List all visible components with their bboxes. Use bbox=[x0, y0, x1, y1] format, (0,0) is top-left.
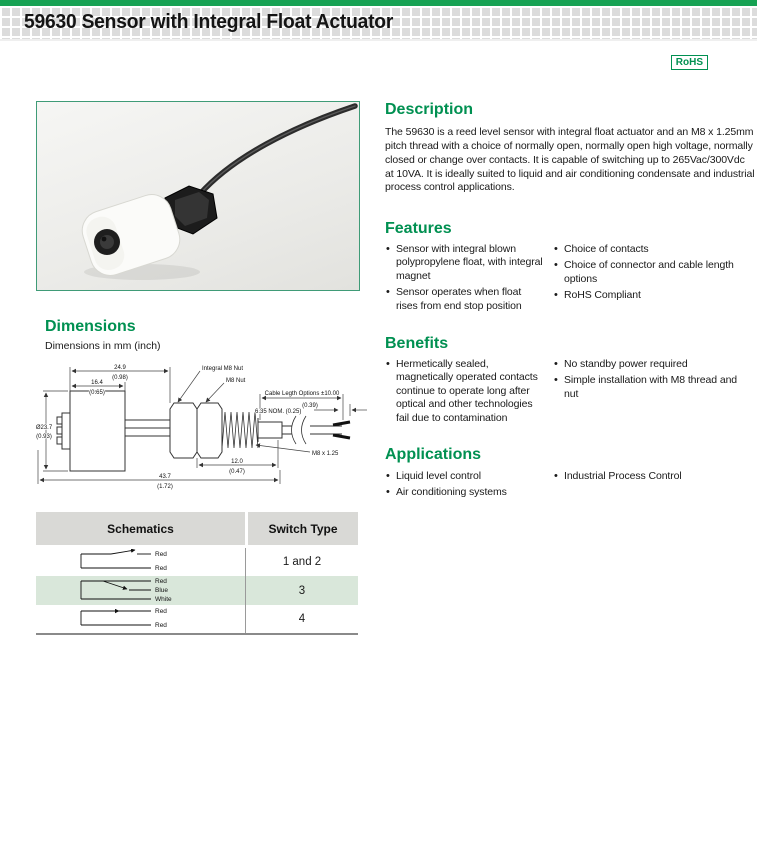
wire-label: Red bbox=[154, 622, 167, 629]
switch-type-cell: 1 and 2 bbox=[282, 556, 322, 568]
table-header-row bbox=[36, 512, 358, 545]
feature-item: • Choice of contacts bbox=[553, 243, 753, 256]
label-cable-length: Cable Legth Options ±10.00 bbox=[264, 391, 340, 397]
label-thread: M8 x 1.25 bbox=[312, 451, 339, 457]
schematic-changeover bbox=[41, 577, 241, 604]
benefit-item: • Simple installation with M8 thread and nut bbox=[553, 374, 753, 401]
applications-list bbox=[385, 470, 755, 503]
dimensions-subtitle: Dimensions in mm (inch) bbox=[45, 340, 161, 352]
dim-24-9: 24.9 bbox=[114, 365, 126, 371]
dimensions-heading: Dimensions bbox=[45, 318, 136, 335]
dim-dia-in: (0.93) bbox=[36, 434, 52, 440]
page-title: 59630 Sensor with Integral Float Actuator bbox=[24, 11, 394, 33]
feature-item: • Choice of connector and cable length options bbox=[553, 259, 753, 286]
application-item: • Liquid level control bbox=[385, 470, 543, 483]
application-item: • Industrial Process Control bbox=[553, 470, 753, 483]
wire-label: Red bbox=[154, 565, 167, 572]
title-bar bbox=[0, 6, 757, 41]
dim-12-0: 12.0 bbox=[231, 459, 243, 465]
wire-label: Blue bbox=[154, 587, 168, 594]
product-photo-image bbox=[37, 102, 359, 290]
label-m8-nut: M8 Nut bbox=[226, 378, 246, 384]
schematic-normally-open bbox=[41, 549, 241, 575]
rohs-badge: RoHS bbox=[671, 55, 708, 70]
dim-16-4: 16.4 bbox=[91, 380, 103, 386]
table-row bbox=[36, 605, 358, 633]
label-integral-m8-nut: Integral M8 Nut bbox=[202, 366, 244, 372]
dim-12-0-in: (0.47) bbox=[229, 469, 245, 475]
table-row bbox=[36, 548, 358, 576]
application-item: • Air conditioning systems bbox=[385, 486, 543, 499]
product-photo bbox=[36, 101, 360, 291]
feature-item: • Sensor operates when float rises from end stop position bbox=[385, 286, 543, 313]
feature-item: • RoHS Compliant bbox=[553, 289, 753, 302]
switch-type-cell: 3 bbox=[298, 584, 306, 597]
schematic-normally-closed bbox=[41, 606, 241, 632]
column-header-schematics: Schematics bbox=[36, 512, 245, 545]
switch-type-cell: 4 bbox=[298, 613, 306, 625]
features-list bbox=[385, 243, 755, 316]
description-heading: Description bbox=[385, 101, 474, 118]
wire-label: Red bbox=[154, 608, 167, 615]
dim-dia: Ø23.7 bbox=[35, 425, 53, 431]
wire-label: White bbox=[154, 596, 172, 603]
label-nom: 6.35 NOM. (0.25) bbox=[255, 409, 302, 415]
label-cable-length-in: (0.39) bbox=[302, 403, 318, 409]
dim-24-9-in: (0.98) bbox=[112, 375, 128, 381]
schematics-table bbox=[36, 512, 358, 635]
benefits-list bbox=[385, 358, 755, 428]
dim-16-4-in: (0.65) bbox=[89, 390, 105, 396]
dim-43-7-in: (1.72) bbox=[157, 484, 173, 490]
benefit-item: • Hermetically sealed, magnetically operated contacts continue to operate long after optical and other technologies fail due to contamination bbox=[385, 358, 543, 425]
dimension-drawing bbox=[30, 358, 375, 505]
benefit-item: • No standby power required bbox=[553, 358, 753, 371]
feature-item: • Sensor with integral blown polypropylene float, with integral magnet bbox=[385, 243, 543, 283]
dim-43-7: 43.7 bbox=[159, 474, 171, 480]
wire-label: Red bbox=[154, 551, 167, 558]
wire-label: Red bbox=[154, 578, 167, 585]
benefits-heading: Benefits bbox=[385, 335, 449, 352]
description-body: The 59630 is a reed level sensor with integral float actuator and an M8 x 1.25mm pitch thread with a choice of normally open, normally open high voltage, normally closed or change over contacts. It is capable of switching up to 265Vac/300Vdc at 10VA. It is ideally suited to liquid and air conditioning condensate and industrial process control applications. bbox=[385, 126, 755, 194]
table-row bbox=[36, 576, 358, 605]
column-header-switch-type: Switch Type bbox=[248, 512, 358, 545]
applications-heading: Applications bbox=[385, 446, 482, 463]
features-heading: Features bbox=[385, 220, 452, 237]
